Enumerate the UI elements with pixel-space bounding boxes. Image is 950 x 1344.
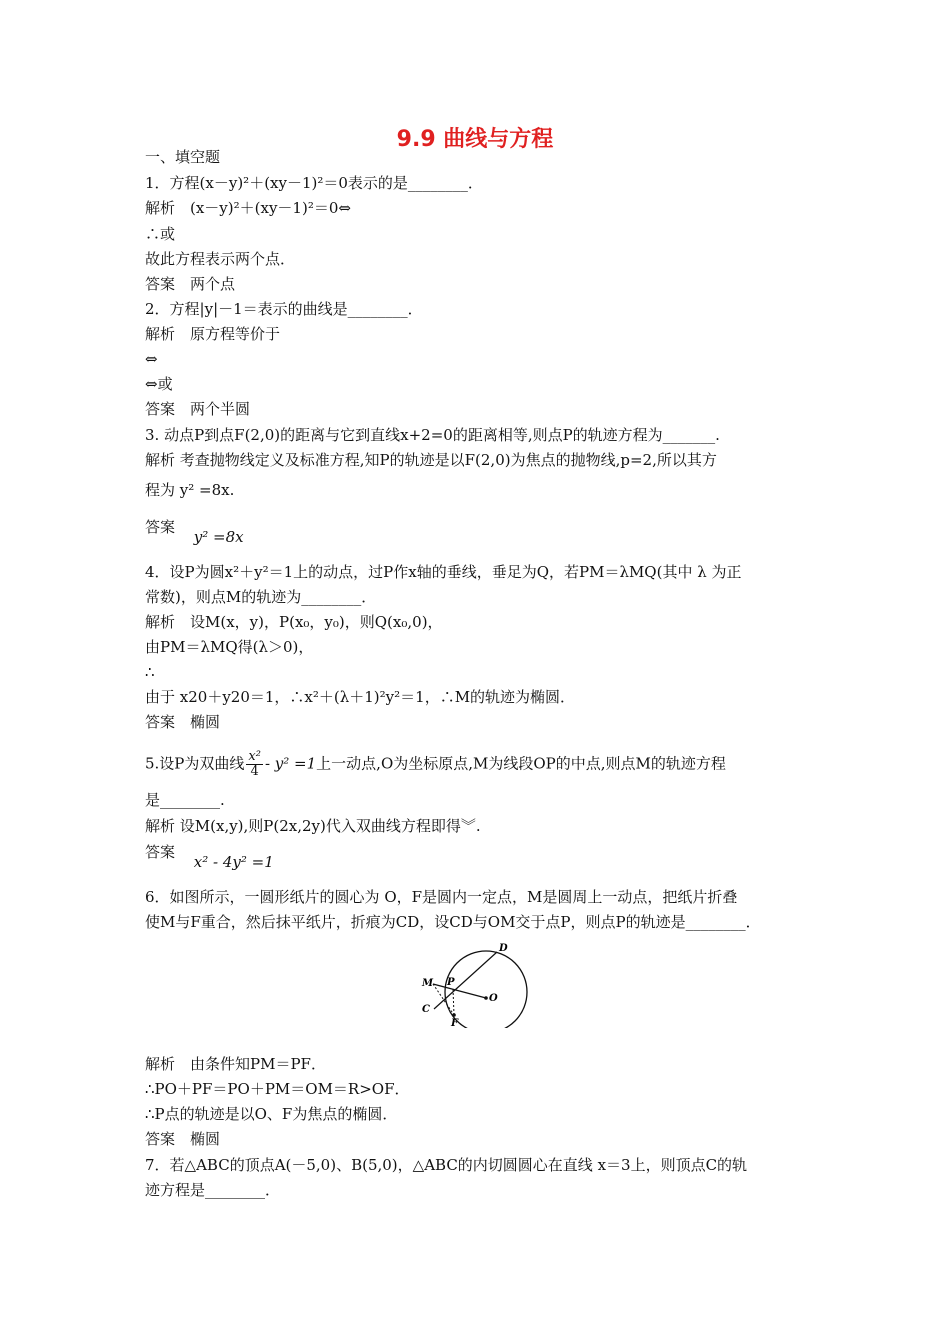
solution-2-line-3: ⇔或 — [145, 375, 173, 393]
label-c: C — [422, 1004, 430, 1015]
question-3: 3. 动点P到点F(2,0)的距离与它到直线x+2=0的距离相等,则点P的轨迹方程为_______. — [145, 426, 720, 444]
segment-pf — [453, 989, 454, 1015]
answer-6: 答案 椭圆 — [145, 1130, 221, 1148]
question-5-line-2: 是________. — [145, 791, 225, 809]
answer-3 — [145, 517, 244, 546]
answer-4: 答案 椭圆 — [145, 713, 221, 731]
question-7-line-2: 迹方程是________． — [145, 1181, 281, 1199]
solution-6-line-1: 解析 由条件知PM＝PF． — [145, 1055, 326, 1073]
crease-cd — [434, 952, 497, 1009]
question-5-suffix: 上一动点,O为坐标原点,M为线段OP的中点,则点M的轨迹方程 — [316, 754, 726, 773]
solution-4-line-4: 由于 x20＋y20＝1，∴x²＋(λ＋1)²y²＝1，∴M的轨迹为椭圆． — [145, 688, 576, 706]
question-5-equation: - y² =1 — [264, 754, 317, 773]
hyperbola-fraction — [246, 750, 263, 779]
question-2: 2．方程|y|－1＝表示的曲线是________． — [145, 300, 423, 318]
solution-2-line-1: 解析 原方程等价于 — [145, 325, 281, 343]
section-heading: 一、填空题 — [145, 148, 221, 166]
question-4-line-2: 常数)，则点M的轨迹为________． — [145, 588, 377, 606]
solution-1-line-2: ∴或 — [145, 225, 176, 243]
fraction-denominator: 4 — [250, 764, 259, 779]
solution-6-line-2: ∴PO＋PF＝PO＋PM＝OM＝R>OF． — [145, 1080, 410, 1098]
fraction-numerator: x² — [248, 749, 261, 764]
point-f — [452, 1013, 456, 1017]
point-o — [484, 996, 488, 1000]
label-m: M — [422, 978, 434, 989]
solution-6-line-3: ∴P点的轨迹是以O、F为焦点的椭圆． — [145, 1105, 398, 1123]
label-d: D — [499, 943, 508, 954]
label-p: P — [447, 977, 455, 988]
solution-3-line-1: 解析 考查抛物线定义及标准方程,知P的轨迹是以F(2,0)为焦点的抛物线,p=2,所以其方 — [145, 451, 717, 469]
solution-3-line-2: 程为 y² =8x. — [145, 481, 235, 499]
label-o: O — [489, 993, 498, 1004]
solution-4-line-1: 解析 设M(x，y)，P(x₀，y₀)，则Q(x₀,0)， — [145, 613, 443, 631]
page-title: 9.9 曲线与方程 — [396, 127, 554, 152]
question-1: 1．方程(x－y)²＋(xy－1)²＝0表示的是________． — [145, 174, 483, 192]
answer-5 — [145, 842, 274, 871]
question-6-line-1: 6．如图所示，一圆形纸片的圆心为 O，F是圆内一定点，M是圆周上一动点，把纸片折叠 — [145, 888, 738, 906]
question-5-prefix: 5.设P为双曲线 — [145, 754, 245, 773]
question-7-line-1: 7．若△ABC的顶点A(－5,0)、B(5,0)，△ABC的内切圆圆心在直线 x＝3上，则顶点C的轨 — [145, 1156, 748, 1174]
answer-1: 答案 两个点 — [145, 275, 236, 293]
solution-1-line-3: 故此方程表示两个点． — [145, 250, 296, 268]
answer-3-formula: y² =8x — [193, 528, 244, 546]
circle-fold-figure — [415, 938, 533, 1028]
answer-5-formula: x² - 4y² =1 — [193, 853, 274, 871]
question-5-line-1 — [145, 750, 726, 779]
answer-3-label: 答案 — [145, 518, 176, 536]
answer-5-label: 答案 — [145, 843, 176, 861]
solution-1-line-1: 解析 (x－y)²＋(xy－1)²＝0⇔ — [145, 199, 351, 217]
answer-2: 答案 两个半圆 — [145, 400, 251, 418]
label-f: F — [451, 1018, 459, 1028]
solution-4-line-2: 由PM＝λMQ得(λ＞0)， — [145, 638, 314, 656]
solution-5-line-1: 解析 设M(x,y),则P(2x,2y)代入双曲线方程即得︾. — [145, 817, 481, 835]
question-6-line-2: 使M与F重合，然后抹平纸片，折痕为CD，设CD与OM交于点P，则点P的轨迹是________． — [145, 913, 761, 931]
question-4-line-1: 4．设P为圆x²＋y²＝1上的动点，过P作x轴的垂线，垂足为Q，若PM＝λMQ(其中 λ 为正 — [145, 563, 742, 581]
solution-4-line-3: ∴ — [145, 663, 155, 681]
solution-2-line-2: ⇔ — [145, 350, 158, 368]
